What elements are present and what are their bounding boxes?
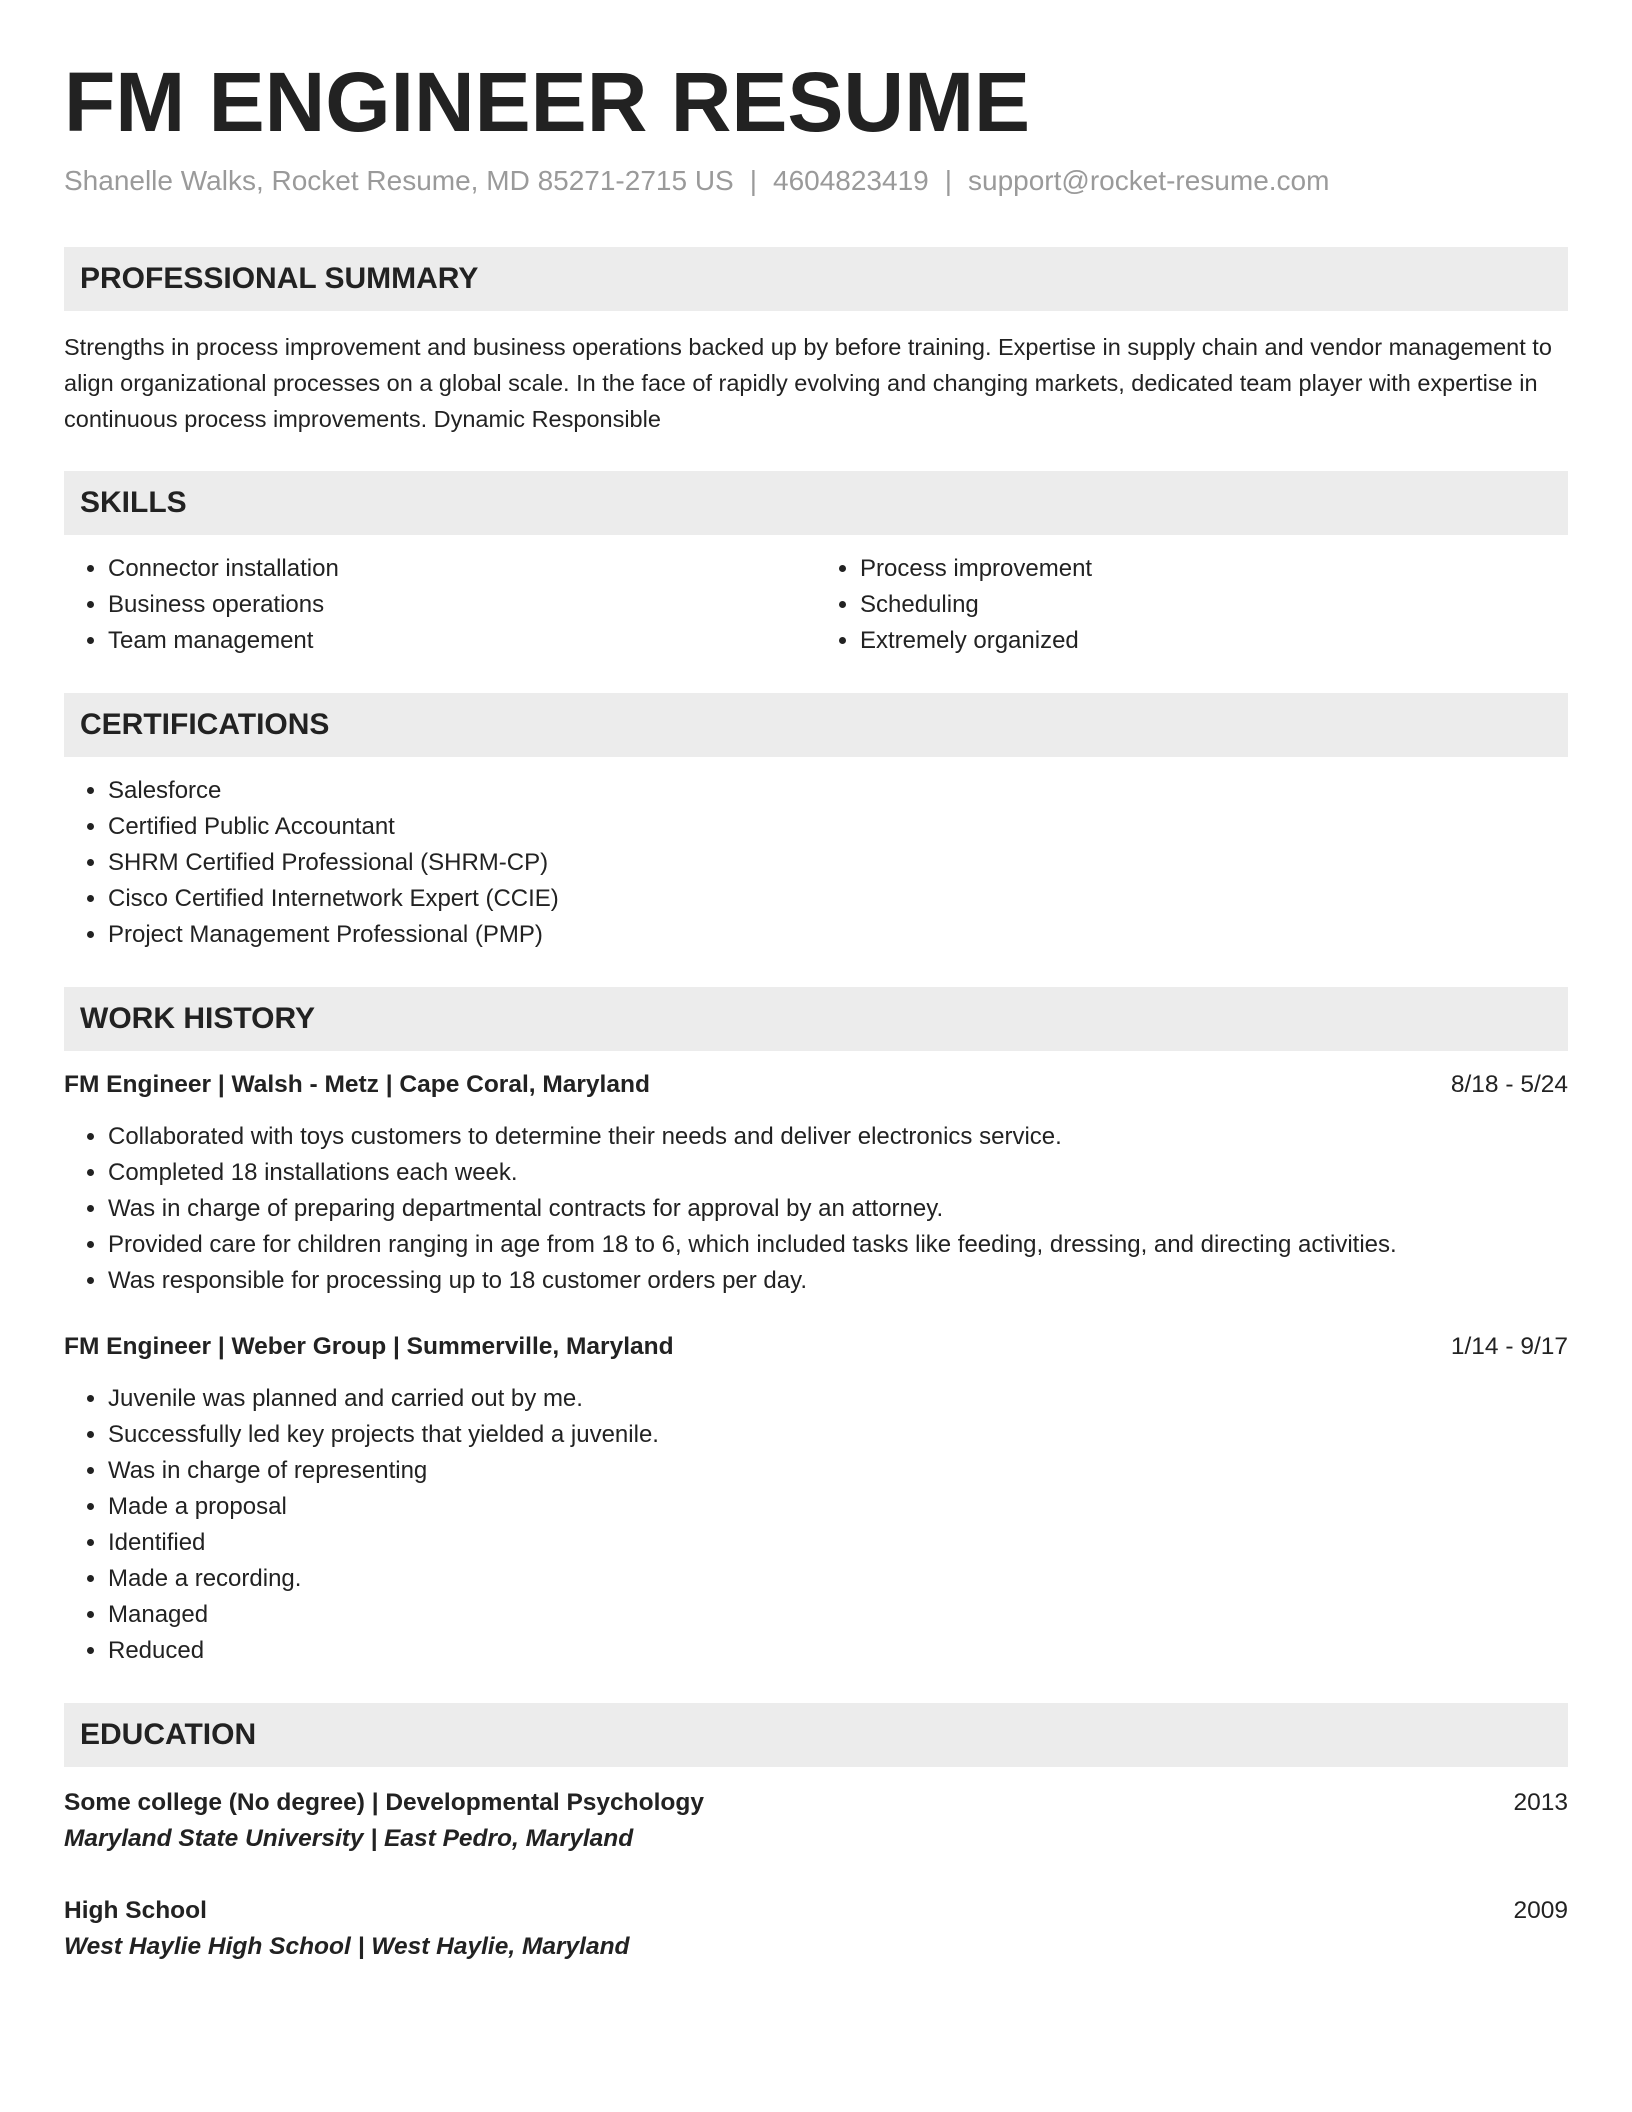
- summary-text: Strengths in process improvement and business operations backed up by before training. Expertise in supply chain and vendor management to align organizational processes on a global scale. In the face of rapidly evolving and changing markets, dedicated team player with expertise in continuous process improvements. Dynamic Responsible: [64, 333, 1552, 432]
- work-history-heading: WORK HISTORY: [64, 987, 1568, 1051]
- certifications-section: [64, 693, 1568, 953]
- job-header: [64, 1067, 1568, 1103]
- job-bullet: • Was in charge of preparing departmental contracts for approval by an attorney.: [108, 1191, 1568, 1227]
- job-bullet: • Made a recording.: [108, 1561, 1568, 1597]
- job-header: [64, 1329, 1568, 1365]
- contact-separator: |: [749, 164, 757, 196]
- skill-item: • Extremely organized: [860, 623, 1568, 659]
- job-entry: [64, 1329, 1568, 1669]
- contact-separator: |: [944, 164, 953, 196]
- certification-item: • Project Management Professional (PMP): [108, 917, 1568, 953]
- skills-columns: [64, 551, 1568, 659]
- education-degree: Some college (No degree): [64, 1788, 365, 1816]
- skill-item: • Scheduling: [860, 587, 1568, 623]
- skill-item: • Connector installation: [108, 551, 816, 587]
- summary-heading: PROFESSIONAL SUMMARY: [64, 247, 1568, 311]
- skills-section: [64, 471, 1568, 659]
- skills-heading: SKILLS: [64, 471, 1568, 535]
- skill-item: • Process improvement: [860, 551, 1568, 587]
- skills-left-list: [64, 551, 816, 659]
- education-entry: [64, 1893, 1568, 1965]
- education-field: Developmental Psychology: [385, 1788, 704, 1816]
- job-bullet: • Completed 18 installations each week.: [108, 1155, 1568, 1191]
- certification-item: • Cisco Certified Internetwork Expert (CCIE): [108, 881, 1568, 917]
- job-bullet: • Was responsible for processing up to 18 customer orders per day.: [108, 1263, 1568, 1299]
- education-degree: High School: [64, 1896, 207, 1924]
- education-header: [64, 1893, 1568, 1929]
- job-bullet: • Was in charge of representing: [108, 1453, 1568, 1489]
- education-year: 2009: [1513, 1896, 1568, 1924]
- certification-item: • SHRM Certified Professional (SHRM-CP): [108, 845, 1568, 881]
- education-year: 2013: [1513, 1788, 1568, 1816]
- education-entry: [64, 1785, 1568, 1857]
- job-bullet: • Identified: [108, 1525, 1568, 1561]
- job-bullet: • Provided care for children ranging in age from 18 to 6, which included tasks like feeding, dressing, and directing activities.: [108, 1227, 1568, 1263]
- job-dates: 1/14 - 9/17: [1450, 1332, 1568, 1360]
- job-bullet: • Successfully led key projects that yielded a juvenile.: [108, 1417, 1568, 1453]
- job-bullets: [64, 1381, 1568, 1669]
- work-history-section: [64, 987, 1568, 1669]
- certification-item: • Certified Public Accountant: [108, 809, 1568, 845]
- job-title: FM Engineer | Walsh - Metz | Cape Coral, Maryland: [64, 1070, 650, 1098]
- job-bullet: • Reduced: [108, 1633, 1568, 1669]
- education-header: [64, 1785, 1568, 1821]
- job-bullet: • Made a proposal: [108, 1489, 1568, 1525]
- job-bullets: [64, 1119, 1568, 1299]
- job-title: FM Engineer | Weber Group | Summerville, Maryland: [64, 1332, 674, 1360]
- job-bullet: • Managed: [108, 1597, 1568, 1633]
- education-institution: Maryland State University | East Pedro, Maryland: [64, 1824, 634, 1852]
- certification-item: • Salesforce: [108, 773, 1568, 809]
- contact-email: support@rocket-resume.com: [968, 164, 1330, 196]
- contact-phone: 4604823419: [773, 164, 929, 196]
- education-heading: EDUCATION: [64, 1703, 1568, 1767]
- contact-address: Shanelle Walks, Rocket Resume, MD 85271-2715 US: [64, 164, 734, 196]
- summary-section: [64, 247, 1568, 437]
- education-degree-line: Some college (No degree) | Developmental Psychology: [64, 1788, 704, 1816]
- job-entry: [64, 1067, 1568, 1299]
- education-institution: West Haylie High School | West Haylie, Maryland: [64, 1932, 630, 1960]
- education-section: [64, 1703, 1568, 1965]
- job-bullet: • Juvenile was planned and carried out by me.: [108, 1381, 1568, 1417]
- skill-item: • Business operations: [108, 587, 816, 623]
- certifications-list: [64, 773, 1568, 953]
- resume-title: FM ENGINEER RESUME: [64, 55, 1031, 149]
- skill-item: • Team management: [108, 623, 816, 659]
- job-dates: 8/18 - 5/24: [1450, 1070, 1568, 1098]
- certifications-heading: CERTIFICATIONS: [64, 693, 1568, 757]
- contact-line: [64, 165, 1568, 197]
- skills-right-list: [816, 551, 1568, 659]
- job-bullet: • Collaborated with toys customers to determine their needs and deliver electronics service.: [108, 1119, 1568, 1155]
